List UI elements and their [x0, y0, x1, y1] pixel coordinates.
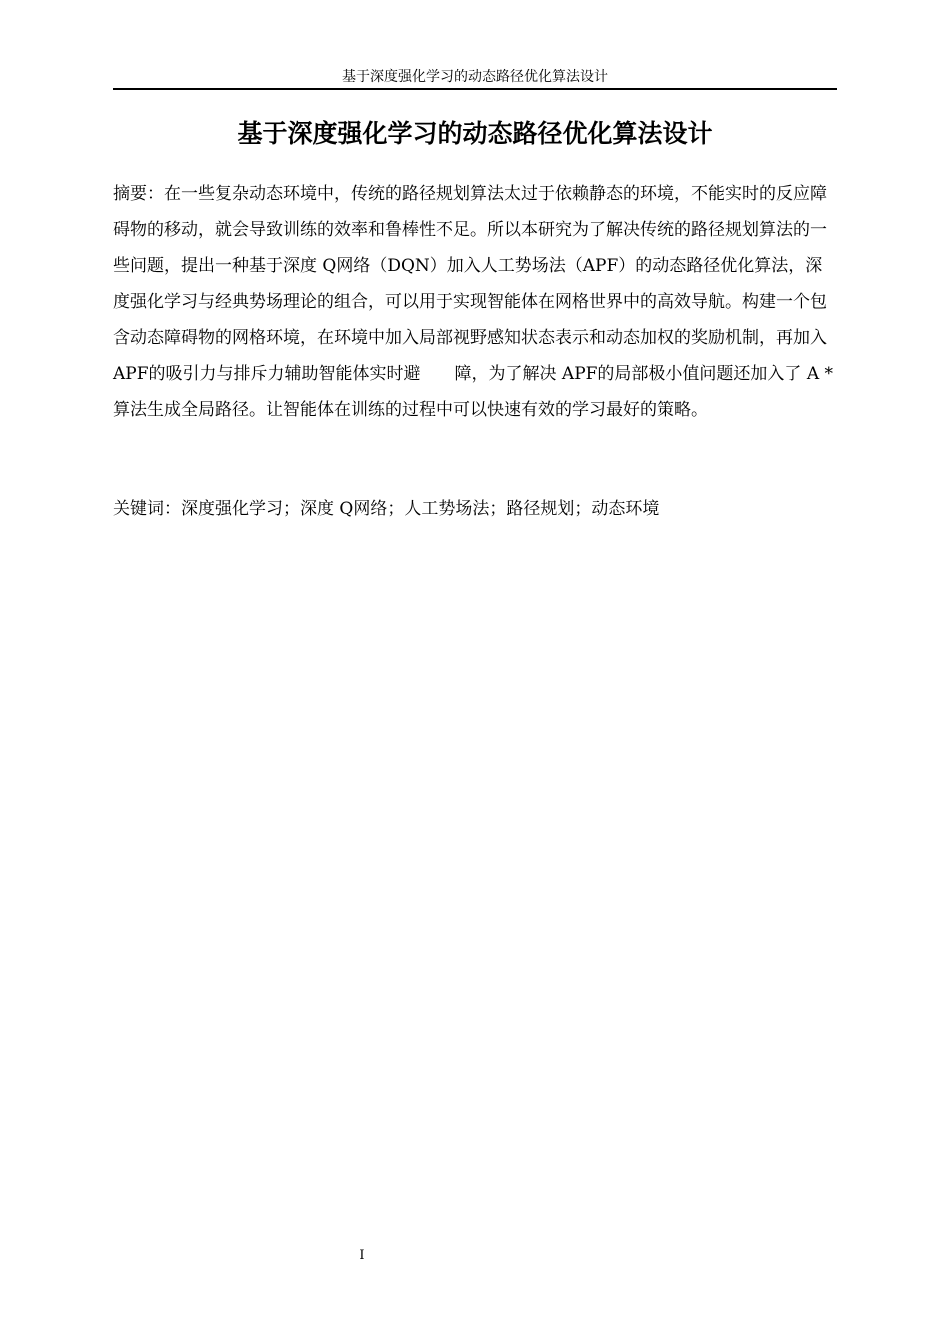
header-rule [113, 88, 837, 90]
keywords-paragraph [113, 491, 837, 527]
abstract-paragraph [113, 176, 837, 428]
running-header: 基于深度强化学习的动态路径优化算法设计 [342, 69, 608, 85]
abstract-text: 在一些复杂动态环境中，传统的路径规划算法太过于依赖静态的环境，不能实时的反应障碍物的移动，就会导致训练的效率和鲁棒性不足。所以本研究为了解决传统的路径规划算法的一些问题，提出一种基于深度 Q网络（DQN）加入人工势场法（APF）的动态路径优化算法，深度强化学习与经典势场理论的组合，可以用于实现智能体在网格世界中的高效导航。构建一个包含动态障碍物的网格环境，在环境中加入局部视野感知状态表示和动态加权的奖励机制，再加入 APF的吸引力与排斥力辅助智能体实时避 障，为了解决 APF的局部极小值问题还加入了 A * 算法生成全局路径。让智能体在训练的过程中可以快速有效的学习最好的策略。 [113, 184, 834, 420]
keywords-text: 深度强化学习；深度 Q网络；人工势场法；路径规划；动态环境 [181, 499, 660, 519]
page-number: I [359, 1248, 365, 1263]
abstract-label: 摘要： [113, 184, 164, 204]
keywords-label: 关键词： [113, 499, 181, 519]
document-title: 基于深度强化学习的动态路径优化算法设计 [237, 119, 713, 148]
